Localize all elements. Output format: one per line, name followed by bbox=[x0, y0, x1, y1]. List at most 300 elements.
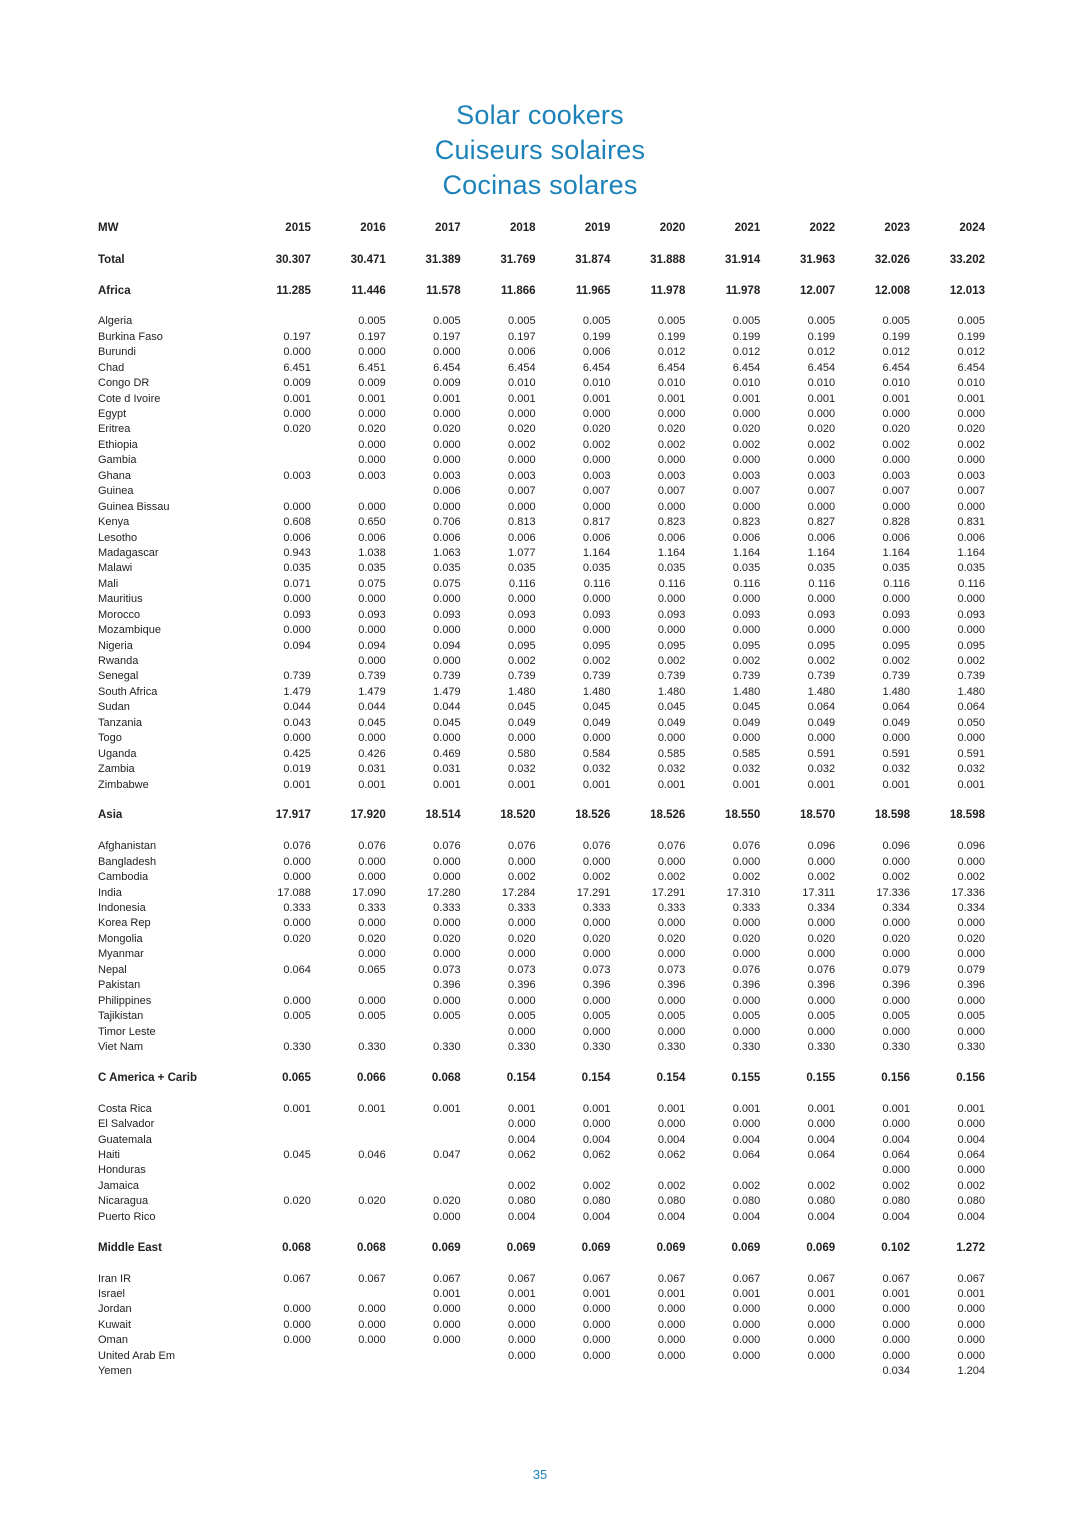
value-cell: 0.000 bbox=[957, 593, 985, 606]
value-cell: 0.020 bbox=[283, 423, 311, 436]
value-cell: 18.520 bbox=[500, 809, 536, 822]
value-cell: 0.001 bbox=[957, 392, 985, 405]
row-label: Nigeria bbox=[98, 639, 133, 652]
value-cell bbox=[311, 978, 386, 993]
value-cell: 0.000 bbox=[807, 1118, 836, 1131]
country-row bbox=[96, 1333, 985, 1348]
country-row bbox=[96, 1132, 985, 1147]
spacer-cell bbox=[96, 1055, 985, 1070]
region-total-row bbox=[96, 283, 985, 298]
value-cell: 0.591 bbox=[882, 747, 911, 760]
value-cell bbox=[236, 1024, 311, 1039]
value-cell: 0.005 bbox=[283, 1010, 311, 1023]
value-cell: 0.067 bbox=[283, 1272, 311, 1285]
row-label: Sudan bbox=[98, 701, 130, 714]
value-cell: 0.000 bbox=[807, 855, 836, 868]
value-cell: 0.580 bbox=[508, 747, 536, 760]
value-cell: 0.005 bbox=[657, 1010, 686, 1023]
country-row bbox=[96, 669, 985, 684]
value-cell: 0.035 bbox=[807, 562, 836, 575]
country-row bbox=[96, 1179, 985, 1194]
value-cell bbox=[311, 1349, 386, 1364]
value-cell: 0.005 bbox=[358, 1010, 386, 1023]
value-cell: 0.739 bbox=[807, 670, 836, 683]
value-cell: 0.004 bbox=[508, 1133, 536, 1146]
value-cell: 0.001 bbox=[732, 778, 761, 791]
value-cell: 0.002 bbox=[657, 438, 686, 451]
value-cell: 0.001 bbox=[582, 778, 611, 791]
row-label: Cambodia bbox=[98, 871, 149, 884]
value-cell: 0.002 bbox=[807, 871, 836, 884]
value-cell: 17.090 bbox=[352, 886, 386, 899]
year-header: 2019 bbox=[584, 221, 611, 234]
value-cell: 0.002 bbox=[807, 438, 836, 451]
value-cell: 0.005 bbox=[957, 1010, 985, 1023]
value-cell bbox=[311, 1364, 386, 1379]
value-cell: 1.480 bbox=[732, 685, 761, 698]
value-cell: 0.006 bbox=[582, 346, 611, 359]
value-cell: 0.001 bbox=[358, 392, 386, 405]
value-cell: 0.199 bbox=[732, 330, 761, 343]
country-row bbox=[96, 376, 985, 391]
value-cell: 0.006 bbox=[807, 531, 836, 544]
value-cell: 0.000 bbox=[957, 1164, 985, 1177]
value-cell: 0.000 bbox=[732, 1318, 761, 1331]
value-cell: 0.116 bbox=[508, 577, 536, 590]
value-cell: 18.526 bbox=[575, 809, 611, 822]
row-label: Kenya bbox=[98, 516, 130, 529]
value-cell: 0.044 bbox=[283, 701, 311, 714]
value-cell: 0.116 bbox=[808, 577, 836, 590]
value-cell: 0.012 bbox=[732, 346, 761, 359]
region-total-row bbox=[96, 808, 985, 823]
value-cell: 0.000 bbox=[657, 454, 686, 467]
value-cell: 0.004 bbox=[732, 1133, 761, 1146]
value-cell: 0.000 bbox=[957, 1118, 985, 1131]
value-cell: 0.012 bbox=[657, 346, 686, 359]
value-cell: 0.080 bbox=[508, 1195, 536, 1208]
value-cell: 0.000 bbox=[657, 1303, 686, 1316]
value-cell: 0.000 bbox=[882, 500, 911, 513]
value-cell: 0.065 bbox=[282, 1071, 311, 1084]
value-cell: 0.000 bbox=[433, 1303, 461, 1316]
year-header: 2020 bbox=[659, 221, 686, 234]
value-cell: 11.978 bbox=[725, 284, 761, 297]
value-cell: 0.000 bbox=[283, 871, 311, 884]
row-label: Algeria bbox=[98, 315, 133, 328]
value-cell: 0.007 bbox=[732, 485, 761, 498]
country-row bbox=[96, 592, 985, 607]
country-row bbox=[96, 438, 985, 453]
value-cell: 0.035 bbox=[283, 562, 311, 575]
value-cell: 0.000 bbox=[358, 346, 386, 359]
value-cell: 0.003 bbox=[807, 469, 836, 482]
value-cell: 0.155 bbox=[731, 1071, 761, 1084]
value-cell: 0.035 bbox=[732, 562, 761, 575]
value-cell: 0.045 bbox=[433, 716, 461, 729]
value-cell bbox=[236, 978, 311, 993]
value-cell: 0.047 bbox=[433, 1149, 461, 1162]
value-cell: 0.000 bbox=[657, 994, 686, 1007]
value-cell: 0.739 bbox=[433, 670, 461, 683]
country-row bbox=[96, 947, 985, 962]
value-cell: 0.066 bbox=[357, 1071, 386, 1084]
row-label: South Africa bbox=[98, 685, 158, 698]
value-cell: 0.000 bbox=[283, 1318, 311, 1331]
value-cell: 1.164 bbox=[732, 546, 761, 559]
value-cell bbox=[236, 947, 311, 962]
value-cell: 0.001 bbox=[283, 778, 311, 791]
value-cell bbox=[236, 438, 311, 453]
value-cell: 0.000 bbox=[957, 948, 985, 961]
country-row bbox=[96, 1364, 985, 1379]
value-cell: 0.330 bbox=[433, 1040, 461, 1053]
value-cell: 0.000 bbox=[657, 1318, 686, 1331]
region-total-row bbox=[96, 1071, 985, 1086]
country-row bbox=[96, 1148, 985, 1163]
value-cell: 0.001 bbox=[508, 1102, 536, 1115]
value-cell bbox=[386, 1163, 461, 1178]
country-row bbox=[96, 1040, 985, 1055]
value-cell: 0.000 bbox=[283, 1303, 311, 1316]
value-cell: 0.000 bbox=[283, 732, 311, 745]
value-cell bbox=[236, 1364, 311, 1379]
value-cell: 17.336 bbox=[951, 886, 985, 899]
country-row bbox=[96, 361, 985, 376]
row-label: Jamaica bbox=[98, 1179, 139, 1192]
value-cell: 0.095 bbox=[732, 639, 761, 652]
spacer-cell bbox=[96, 1086, 985, 1101]
country-row bbox=[96, 345, 985, 360]
value-cell: 18.598 bbox=[874, 809, 911, 822]
value-cell: 0.000 bbox=[807, 732, 836, 745]
row-label: Iran IR bbox=[98, 1272, 132, 1285]
value-cell: 0.006 bbox=[508, 531, 536, 544]
value-cell bbox=[536, 1364, 611, 1379]
year-header: 2024 bbox=[959, 221, 985, 234]
value-cell: 0.001 bbox=[882, 778, 911, 791]
value-cell: 0.062 bbox=[508, 1149, 536, 1162]
value-cell: 0.333 bbox=[358, 902, 386, 915]
value-cell: 0.116 bbox=[583, 577, 611, 590]
value-cell: 11.446 bbox=[351, 284, 386, 297]
value-cell: 0.002 bbox=[508, 1179, 536, 1192]
value-cell: 0.095 bbox=[657, 639, 686, 652]
value-cell: 0.031 bbox=[433, 763, 461, 776]
value-cell: 0.067 bbox=[957, 1272, 985, 1285]
value-cell: 0.002 bbox=[882, 1179, 911, 1192]
capacity-table bbox=[96, 219, 985, 1379]
value-cell: 0.067 bbox=[433, 1272, 461, 1285]
value-cell: 17.280 bbox=[427, 886, 461, 899]
row-label: Ghana bbox=[98, 469, 132, 482]
value-cell: 0.000 bbox=[807, 500, 836, 513]
value-cell: 0.000 bbox=[582, 593, 611, 606]
value-cell: 0.032 bbox=[582, 763, 611, 776]
value-cell: 0.000 bbox=[358, 948, 386, 961]
value-cell bbox=[610, 1163, 685, 1178]
value-cell: 0.333 bbox=[582, 902, 611, 915]
value-cell: 1.272 bbox=[956, 1241, 985, 1254]
value-cell: 0.001 bbox=[732, 1102, 761, 1115]
value-cell: 0.020 bbox=[882, 423, 911, 436]
value-cell: 0.000 bbox=[508, 624, 536, 637]
value-cell: 0.093 bbox=[508, 608, 536, 621]
value-cell: 0.002 bbox=[508, 655, 536, 668]
country-row bbox=[96, 1009, 985, 1024]
value-cell: 0.049 bbox=[508, 716, 536, 729]
value-cell: 0.032 bbox=[882, 763, 911, 776]
value-cell: 0.020 bbox=[433, 1195, 461, 1208]
value-cell: 0.000 bbox=[358, 1303, 386, 1316]
value-cell: 0.333 bbox=[283, 902, 311, 915]
value-cell: 0.035 bbox=[882, 562, 911, 575]
value-cell: 0.020 bbox=[582, 932, 611, 945]
value-cell: 0.069 bbox=[581, 1241, 611, 1254]
value-cell: 17.920 bbox=[350, 809, 386, 822]
value-cell: 0.020 bbox=[358, 1195, 386, 1208]
value-cell bbox=[236, 1179, 311, 1194]
value-cell: 0.001 bbox=[283, 1102, 311, 1115]
value-cell: 0.000 bbox=[732, 855, 761, 868]
value-cell: 0.000 bbox=[433, 593, 461, 606]
value-cell: 0.045 bbox=[582, 701, 611, 714]
value-cell: 0.002 bbox=[957, 655, 985, 668]
value-cell: 0.000 bbox=[732, 1334, 761, 1347]
row-label: Burundi bbox=[98, 346, 136, 359]
country-row bbox=[96, 746, 985, 761]
value-cell: 0.739 bbox=[358, 670, 386, 683]
value-cell: 0.003 bbox=[882, 469, 911, 482]
value-cell: 0.049 bbox=[807, 716, 836, 729]
value-cell: 0.000 bbox=[957, 855, 985, 868]
value-cell: 0.001 bbox=[283, 392, 311, 405]
value-cell: 11.965 bbox=[575, 284, 611, 297]
value-cell: 0.001 bbox=[657, 392, 686, 405]
value-cell: 0.000 bbox=[582, 1318, 611, 1331]
value-cell: 11.578 bbox=[426, 284, 461, 297]
value-cell: 0.093 bbox=[582, 608, 611, 621]
year-header: 2017 bbox=[435, 221, 461, 234]
value-cell: 0.001 bbox=[732, 392, 761, 405]
value-cell: 0.000 bbox=[657, 1334, 686, 1347]
row-label: Pakistan bbox=[98, 979, 141, 992]
value-cell: 0.005 bbox=[657, 315, 686, 328]
country-row bbox=[96, 731, 985, 746]
row-label: Togo bbox=[98, 732, 122, 745]
value-cell: 0.000 bbox=[508, 994, 536, 1007]
value-cell: 6.454 bbox=[732, 361, 761, 374]
value-cell: 0.001 bbox=[508, 1287, 536, 1300]
value-cell: 6.451 bbox=[283, 361, 311, 374]
value-cell: 0.020 bbox=[957, 932, 985, 945]
value-cell: 0.005 bbox=[957, 315, 985, 328]
row-label: Mongolia bbox=[98, 932, 143, 945]
value-cell: 0.000 bbox=[957, 1025, 985, 1038]
value-cell: 0.334 bbox=[882, 902, 911, 915]
row-label: Tajikistan bbox=[98, 1010, 144, 1023]
value-cell: 0.000 bbox=[957, 1334, 985, 1347]
value-cell: 30.471 bbox=[350, 253, 386, 266]
title-english: Solar cookers bbox=[456, 100, 624, 130]
value-cell: 0.000 bbox=[358, 732, 386, 745]
value-cell: 0.000 bbox=[732, 948, 761, 961]
value-cell bbox=[311, 1132, 386, 1147]
value-cell: 0.004 bbox=[657, 1133, 686, 1146]
value-cell: 0.031 bbox=[358, 763, 386, 776]
value-cell: 0.000 bbox=[732, 1303, 761, 1316]
value-cell: 0.739 bbox=[508, 670, 536, 683]
value-cell: 0.006 bbox=[433, 485, 461, 498]
value-cell: 0.102 bbox=[881, 1241, 911, 1254]
value-cell: 0.000 bbox=[957, 408, 985, 421]
value-cell: 0.096 bbox=[957, 840, 985, 853]
value-cell: 0.005 bbox=[807, 315, 836, 328]
value-cell: 0.156 bbox=[881, 1071, 911, 1084]
value-cell: 0.068 bbox=[357, 1241, 386, 1254]
value-cell: 0.001 bbox=[508, 392, 536, 405]
country-row bbox=[96, 561, 985, 576]
value-cell: 0.001 bbox=[433, 778, 461, 791]
value-cell bbox=[311, 1024, 386, 1039]
value-cell: 0.076 bbox=[433, 840, 461, 853]
value-cell: 0.064 bbox=[807, 1149, 836, 1162]
value-cell: 1.480 bbox=[657, 685, 686, 698]
value-cell: 0.000 bbox=[283, 994, 311, 1007]
row-label: Eritrea bbox=[98, 423, 131, 436]
value-cell: 0.000 bbox=[582, 454, 611, 467]
value-cell: 0.002 bbox=[882, 438, 911, 451]
value-cell: 0.396 bbox=[807, 979, 836, 992]
value-cell: 0.739 bbox=[732, 670, 761, 683]
value-cell: 0.197 bbox=[283, 330, 311, 343]
value-cell: 0.000 bbox=[882, 855, 911, 868]
value-cell: 0.584 bbox=[582, 747, 611, 760]
value-cell: 0.075 bbox=[358, 577, 386, 590]
value-cell: 0.001 bbox=[508, 778, 536, 791]
value-cell: 0.000 bbox=[582, 500, 611, 513]
value-cell: 0.000 bbox=[732, 624, 761, 637]
row-label: Nepal bbox=[98, 963, 127, 976]
value-cell: 0.333 bbox=[508, 902, 536, 915]
country-row bbox=[96, 654, 985, 669]
value-cell: 0.000 bbox=[882, 454, 911, 467]
value-cell: 0.000 bbox=[433, 994, 461, 1007]
value-cell: 1.479 bbox=[358, 685, 386, 698]
value-cell: 0.739 bbox=[882, 670, 911, 683]
country-row bbox=[96, 1287, 985, 1302]
value-cell: 0.020 bbox=[508, 423, 536, 436]
value-cell: 0.069 bbox=[506, 1241, 536, 1254]
value-cell: 0.095 bbox=[582, 639, 611, 652]
value-cell: 0.739 bbox=[283, 670, 311, 683]
value-cell: 0.050 bbox=[957, 716, 985, 729]
value-cell: 0.076 bbox=[732, 840, 761, 853]
value-cell: 0.005 bbox=[807, 1010, 836, 1023]
value-cell: 0.064 bbox=[957, 1149, 985, 1162]
value-cell: 31.874 bbox=[575, 253, 611, 266]
value-cell: 0.000 bbox=[657, 855, 686, 868]
value-cell: 0.001 bbox=[882, 1102, 911, 1115]
country-row bbox=[96, 314, 985, 329]
row-label: Zimbabwe bbox=[98, 778, 149, 791]
value-cell: 0.076 bbox=[807, 963, 836, 976]
country-row bbox=[96, 1102, 985, 1117]
value-cell: 0.004 bbox=[582, 1133, 611, 1146]
value-cell: 0.396 bbox=[882, 979, 911, 992]
value-cell: 0.000 bbox=[508, 593, 536, 606]
row-label: Korea Rep bbox=[98, 917, 151, 930]
value-cell: 0.000 bbox=[957, 732, 985, 745]
value-cell: 6.454 bbox=[508, 361, 536, 374]
value-cell: 0.000 bbox=[508, 1303, 536, 1316]
value-cell: 0.000 bbox=[882, 1118, 911, 1131]
value-cell: 0.003 bbox=[732, 469, 761, 482]
value-cell: 0.032 bbox=[807, 763, 836, 776]
row-label: Asia bbox=[98, 809, 123, 822]
row-label: Mali bbox=[98, 577, 119, 590]
value-cell: 0.000 bbox=[433, 624, 461, 637]
value-cell: 0.004 bbox=[657, 1210, 686, 1223]
value-cell: 0.093 bbox=[882, 608, 911, 621]
row-label: Guinea Bissau bbox=[98, 500, 170, 513]
value-cell: 0.076 bbox=[732, 963, 761, 976]
value-cell bbox=[386, 1117, 461, 1132]
country-row bbox=[96, 916, 985, 931]
value-cell: 0.044 bbox=[433, 701, 461, 714]
row-label: Tanzania bbox=[98, 716, 143, 729]
value-cell: 0.396 bbox=[657, 979, 686, 992]
value-cell: 0.001 bbox=[732, 1287, 761, 1300]
value-cell: 0.020 bbox=[358, 423, 386, 436]
value-cell: 0.000 bbox=[433, 871, 461, 884]
value-cell: 0.006 bbox=[283, 531, 311, 544]
value-cell: 0.093 bbox=[732, 608, 761, 621]
value-cell: 0.000 bbox=[283, 855, 311, 868]
country-row bbox=[96, 978, 985, 993]
value-cell: 0.006 bbox=[732, 531, 761, 544]
value-cell: 0.000 bbox=[732, 408, 761, 421]
value-cell: 1.204 bbox=[957, 1365, 985, 1378]
value-cell: 0.020 bbox=[732, 932, 761, 945]
value-cell: 0.000 bbox=[283, 346, 311, 359]
value-cell: 0.003 bbox=[582, 469, 611, 482]
value-cell: 0.076 bbox=[283, 840, 311, 853]
value-cell: 0.095 bbox=[807, 639, 836, 652]
value-cell: 0.068 bbox=[282, 1241, 311, 1254]
value-cell: 0.000 bbox=[882, 1349, 911, 1362]
value-cell: 31.914 bbox=[725, 253, 761, 266]
country-row bbox=[96, 777, 985, 792]
value-cell: 0.000 bbox=[283, 624, 311, 637]
value-cell: 0.001 bbox=[957, 1287, 985, 1300]
value-cell: 0.000 bbox=[358, 994, 386, 1007]
value-cell: 0.062 bbox=[582, 1149, 611, 1162]
value-cell: 0.064 bbox=[283, 963, 311, 976]
value-cell: 0.585 bbox=[657, 747, 686, 760]
spacer-cell bbox=[96, 299, 985, 314]
value-cell: 0.000 bbox=[433, 1318, 461, 1331]
value-cell: 0.001 bbox=[358, 778, 386, 791]
value-cell: 0.000 bbox=[957, 624, 985, 637]
country-row bbox=[96, 901, 985, 916]
country-row bbox=[96, 577, 985, 592]
region-total-row bbox=[96, 1240, 985, 1255]
value-cell: 0.009 bbox=[433, 377, 461, 390]
value-cell: 0.000 bbox=[508, 408, 536, 421]
value-cell: 17.291 bbox=[576, 886, 611, 899]
value-cell: 0.001 bbox=[807, 1102, 836, 1115]
